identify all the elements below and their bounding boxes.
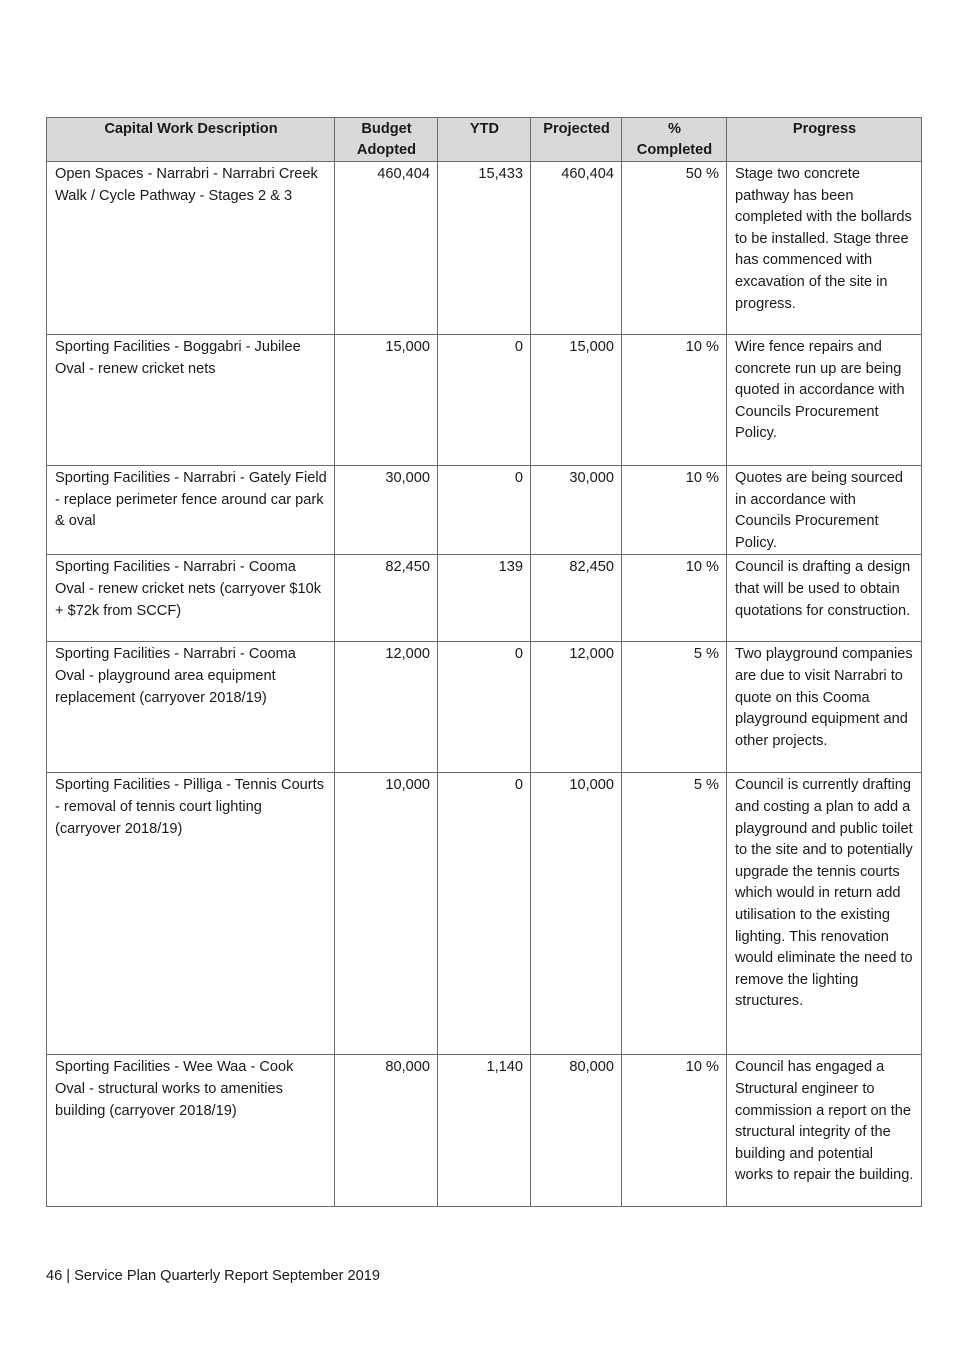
cell-projected: 10,000	[531, 773, 622, 1055]
cell-description: Sporting Facilities - Narrabri - Gately Field - replace perimeter fence around car park & oval	[47, 466, 335, 555]
header-progress: Progress	[727, 118, 922, 162]
cell-percent: 5 %	[622, 773, 727, 1055]
table-row	[47, 642, 922, 773]
table-row	[47, 335, 922, 466]
cell-progress: Council is currently drafting and costing a plan to add a playground and public toilet to the site and to potentially upgrade the tennis courts which would in return add utilisation to the existing lighting. This renovation would eliminate the need to remove the lighting structures.	[727, 773, 922, 1055]
cell-projected: 15,000	[531, 335, 622, 466]
cell-budget: 460,404	[335, 162, 438, 335]
cell-description: Sporting Facilities - Narrabri - Cooma Oval - renew cricket nets (carryover $10k + $72k from SCCF)	[47, 555, 335, 642]
cell-description: Sporting Facilities - Boggabri - Jubilee Oval - renew cricket nets	[47, 335, 335, 466]
cell-percent: 50 %	[622, 162, 727, 335]
cell-budget: 30,000	[335, 466, 438, 555]
cell-progress: Quotes are being sourced in accordance with Councils Procurement Policy.	[727, 466, 922, 555]
table-row	[47, 466, 922, 555]
capital-works-table	[46, 117, 922, 1207]
cell-ytd: 0	[438, 466, 531, 555]
cell-projected: 30,000	[531, 466, 622, 555]
cell-ytd: 0	[438, 335, 531, 466]
cell-percent: 5 %	[622, 642, 727, 773]
cell-projected: 80,000	[531, 1055, 622, 1207]
table-row	[47, 555, 922, 642]
header-ytd: YTD	[438, 118, 531, 162]
cell-description: Sporting Facilities - Wee Waa - Cook Oval - structural works to amenities building (carryover 2018/19)	[47, 1055, 335, 1207]
header-description: Capital Work Description	[47, 118, 335, 162]
cell-percent: 10 %	[622, 555, 727, 642]
cell-projected: 82,450	[531, 555, 622, 642]
table-row	[47, 162, 922, 335]
cell-description: Sporting Facilities - Pilliga - Tennis Courts - removal of tennis court lighting (carryover 2018/19)	[47, 773, 335, 1055]
cell-progress: Wire fence repairs and concrete run up are being quoted in accordance with Councils Procurement Policy.	[727, 335, 922, 466]
cell-progress: Council is drafting a design that will be used to obtain quotations for construction.	[727, 555, 922, 642]
cell-progress: Two playground companies are due to visit Narrabri to quote on this Cooma playground equipment and other projects.	[727, 642, 922, 773]
cell-ytd: 15,433	[438, 162, 531, 335]
cell-budget: 80,000	[335, 1055, 438, 1207]
cell-budget: 12,000	[335, 642, 438, 773]
table-header-row	[47, 118, 922, 162]
cell-projected: 12,000	[531, 642, 622, 773]
cell-percent: 10 %	[622, 335, 727, 466]
table-row	[47, 773, 922, 1055]
page-footer: 46 | Service Plan Quarterly Report September 2019	[46, 1268, 380, 1284]
cell-ytd: 0	[438, 642, 531, 773]
header-budget: Budget Adopted	[335, 118, 438, 162]
cell-ytd: 139	[438, 555, 531, 642]
cell-budget: 82,450	[335, 555, 438, 642]
cell-percent: 10 %	[622, 466, 727, 555]
cell-description: Sporting Facilities - Narrabri - Cooma Oval - playground area equipment replacement (carryover 2018/19)	[47, 642, 335, 773]
header-projected: Projected	[531, 118, 622, 162]
cell-progress: Stage two concrete pathway has been completed with the bollards to be installed. Stage three has commenced with excavation of the site in progress.	[727, 162, 922, 335]
cell-ytd: 0	[438, 773, 531, 1055]
cell-budget: 15,000	[335, 335, 438, 466]
cell-budget: 10,000	[335, 773, 438, 1055]
cell-ytd: 1,140	[438, 1055, 531, 1207]
cell-projected: 460,404	[531, 162, 622, 335]
header-percent: % Completed	[622, 118, 727, 162]
cell-description: Open Spaces - Narrabri - Narrabri Creek Walk / Cycle Pathway - Stages 2 & 3	[47, 162, 335, 335]
cell-percent: 10 %	[622, 1055, 727, 1207]
cell-progress: Council has engaged a Structural engineer to commission a report on the structural integrity of the building and potential works to repair the building.	[727, 1055, 922, 1207]
table-row	[47, 1055, 922, 1207]
